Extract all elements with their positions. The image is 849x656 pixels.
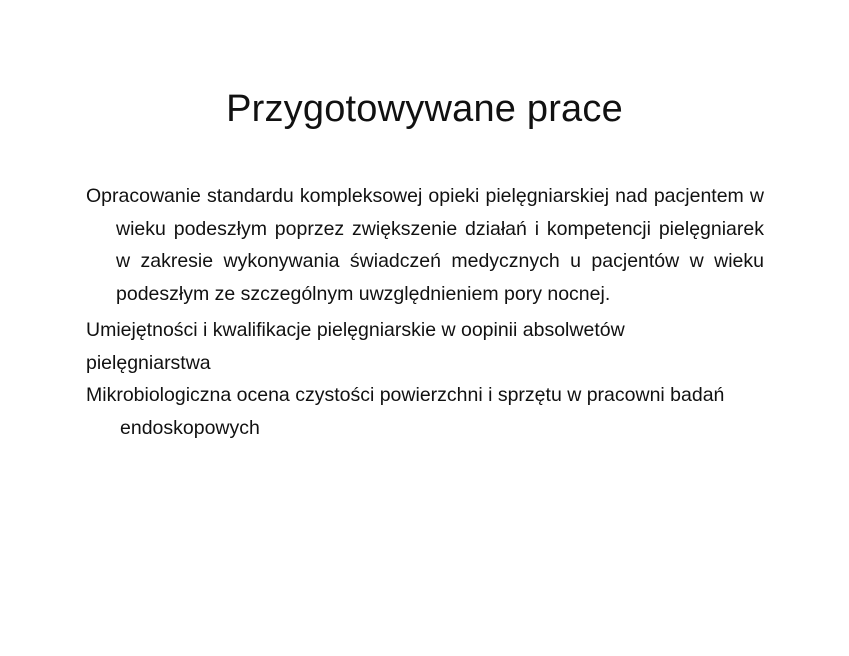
list-item-standard-of-care: Opracowanie standardu kompleksowej opieki pielęgniarskiej nad pacjentem w wieku podeszłym poprzez zwiększenie działań i kompetencji pielęgniarek w zakresie wykonywania świadczeń medycznych u pacjentów w wieku podeszłym ze szczególnym uwzględnieniem pory nocnej. xyxy=(86,185,764,305)
list-item-microbiology: Mikrobiologiczna ocena czystości powierzchni i sprzętu w pracowni badań endoskopowych xyxy=(86,384,725,439)
list-item-nursing-skills-line-1: Umiejętności i kwalifikacje pielęgniarskie w oopinii absolwetów xyxy=(86,319,625,341)
list-item-nursing-skills xyxy=(86,314,764,379)
slide-title: Przygotowywane prace xyxy=(226,88,623,130)
slide-body xyxy=(86,180,764,444)
list-item-nursing-skills-line-2: pielęgniarstwa xyxy=(86,351,211,374)
